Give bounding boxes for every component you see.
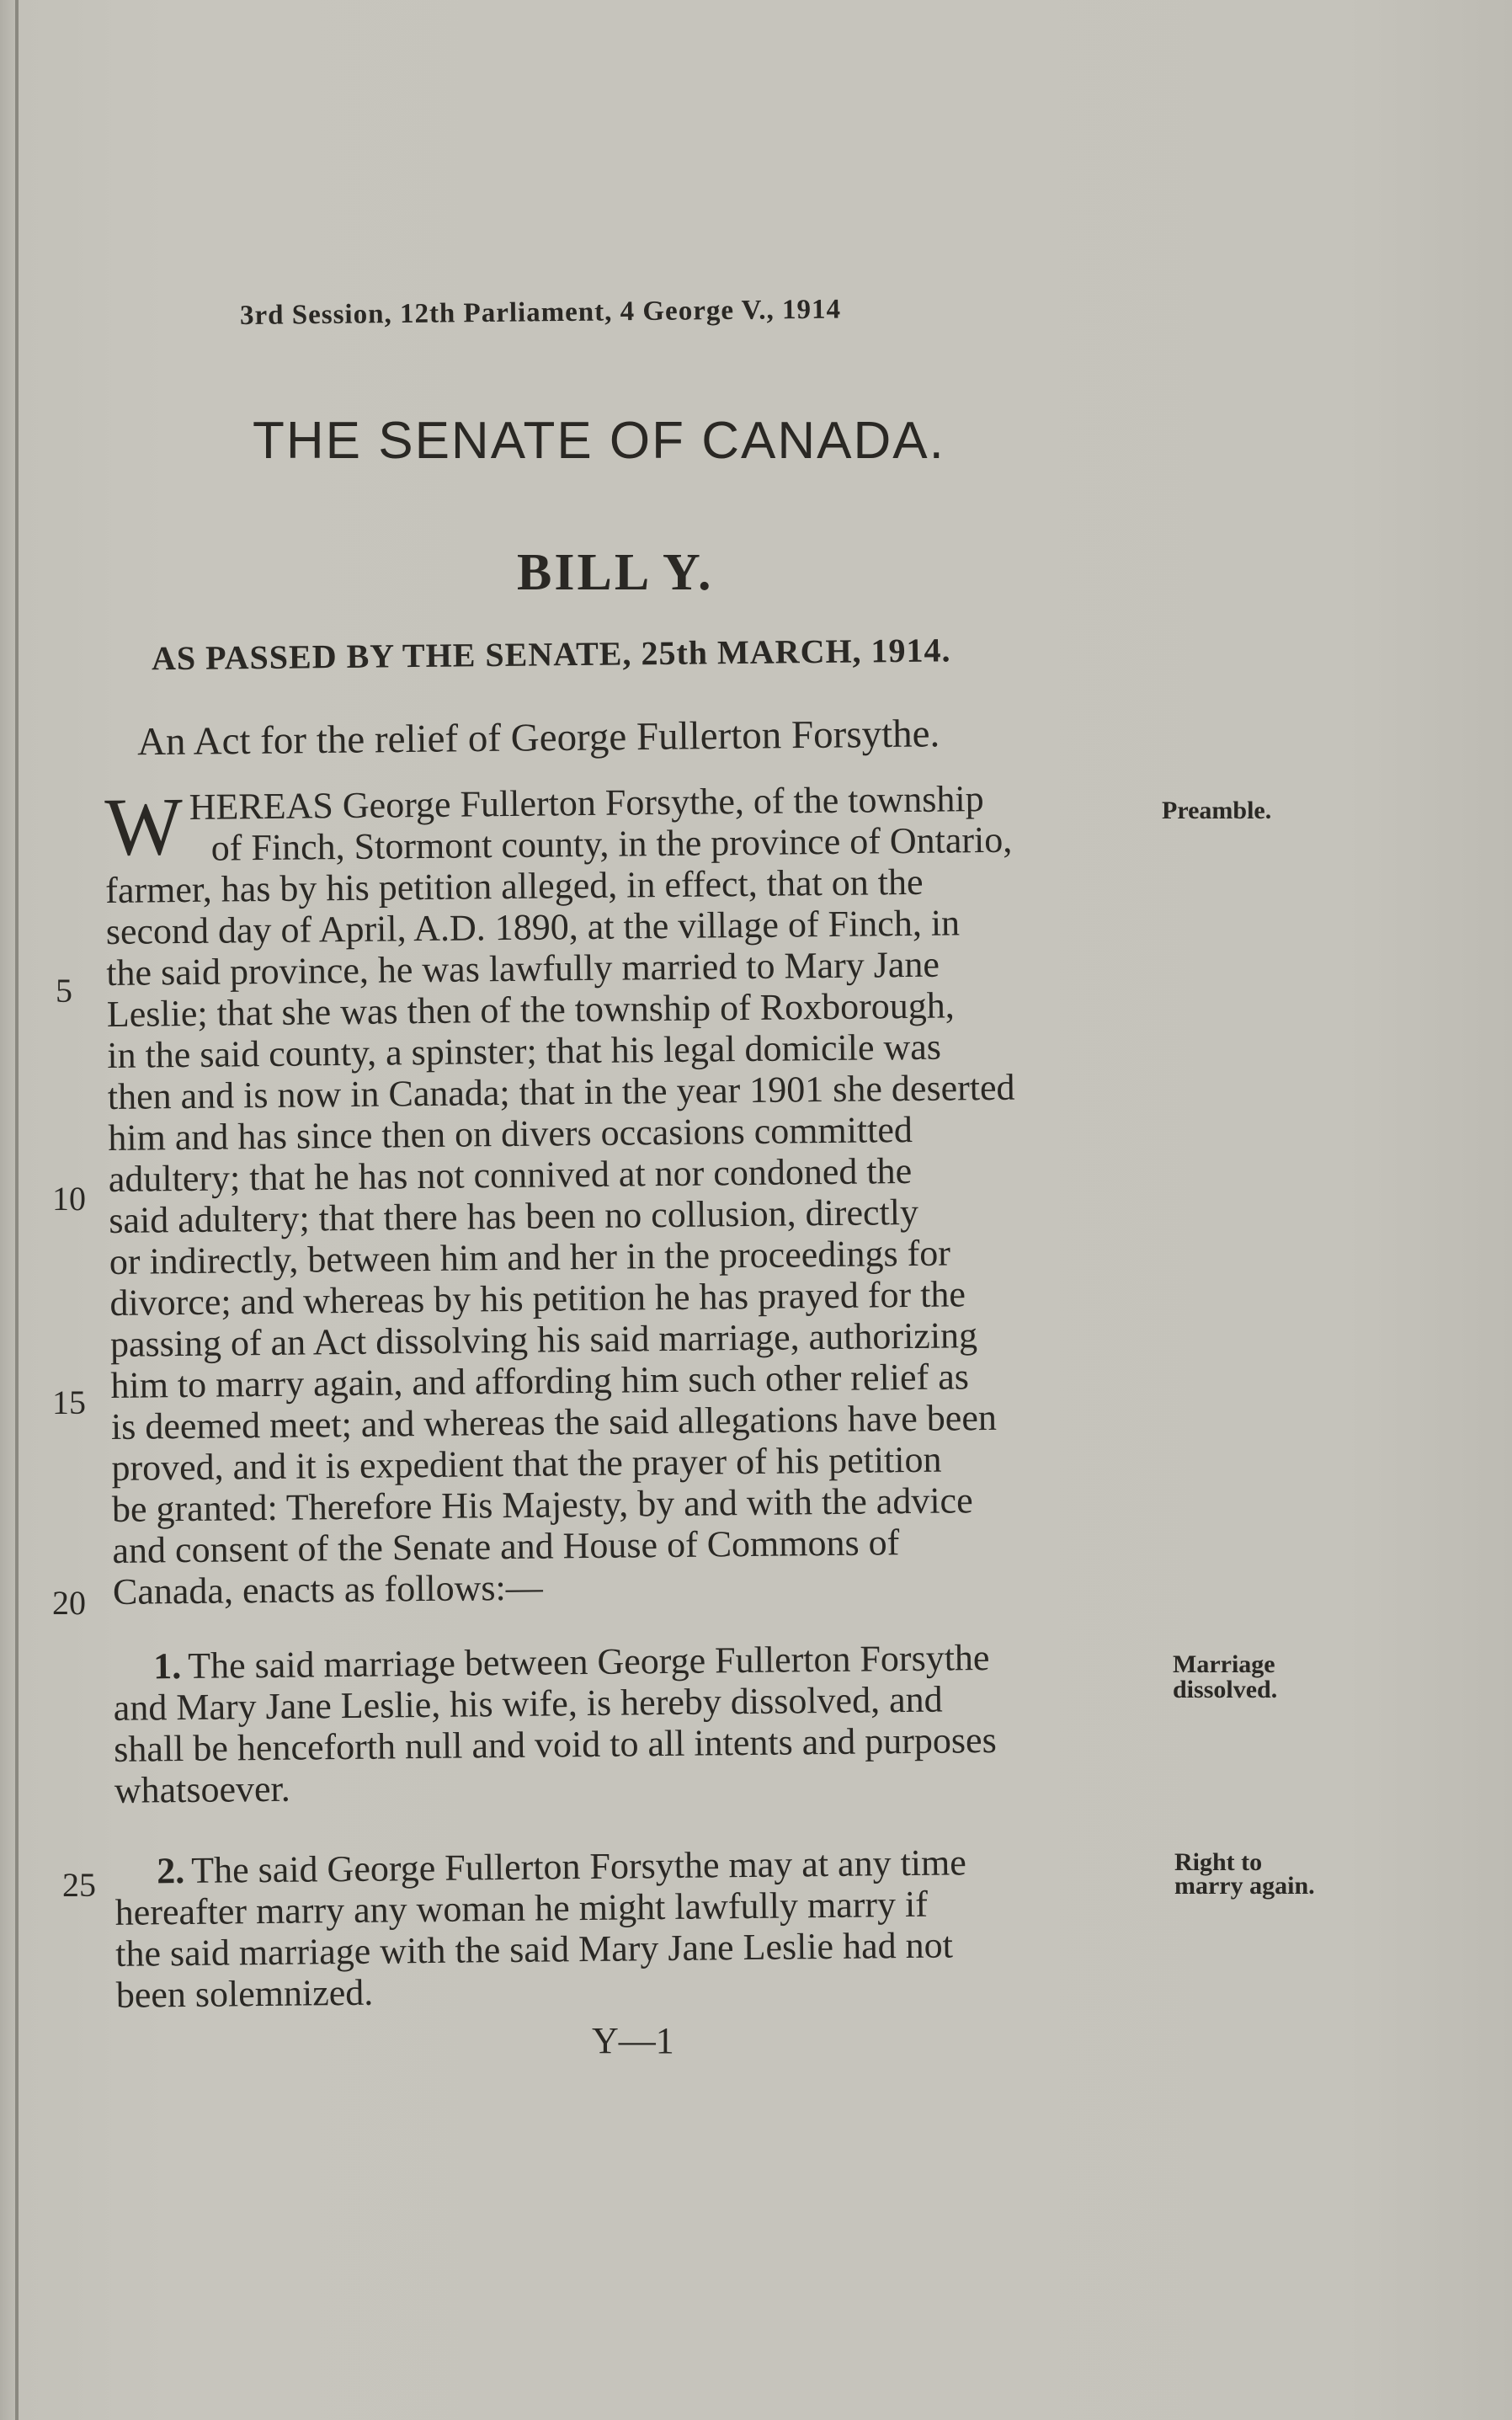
preamble-line: the said province, he was lawfully married to Mary Jane	[106, 943, 940, 994]
senate-title: THE SENATE OF CANADA.	[253, 412, 945, 470]
clause-2-line: been solemnized.	[115, 1971, 374, 2016]
preamble-line: is deemed meet; and whereas the said allegations have been	[110, 1396, 998, 1447]
act-title: An Act for the relief of George Fullerton Forsythe.	[136, 712, 940, 765]
preamble-line: in the said county, a spinster; that his legal domicile was	[107, 1026, 942, 1076]
preamble-line: adultery; that he has not connived at nor condoned the	[108, 1149, 913, 1200]
line-number: 25	[62, 1866, 96, 1904]
clause-2-text	[104, 1840, 1158, 2016]
preamble-line: divorce; and whereas by his petition he has prayed for the	[109, 1273, 966, 1324]
preamble-text	[104, 776, 1165, 1612]
clause-1-number: 1.	[152, 1645, 182, 1687]
clause-2-line: hereafter marry any woman he might lawfully marry if	[114, 1883, 929, 1933]
preamble-line: or indirectly, between him and her in the proceedings for	[109, 1232, 951, 1282]
clause-1-line: The said marriage between George Fullerton Forsythe	[187, 1636, 990, 1687]
margin-note-marry-again: marry again.	[1174, 1872, 1315, 1900]
preamble-line: HEREAS George Fullerton Forsythe, of the township	[189, 778, 984, 828]
margin-note-right-to: Right to	[1174, 1848, 1263, 1876]
margin-note-dissolved: dissolved.	[1173, 1676, 1278, 1703]
margin-note-marriage: Marriage	[1173, 1650, 1275, 1678]
page-binding-edge	[15, 0, 19, 2420]
clause-2-line: the said marriage with the said Mary Jane Leslie had not	[115, 1924, 954, 1975]
dropcap: W	[104, 781, 184, 873]
preamble-line: of Finch, Stormont county, in the province of Ontario,	[210, 818, 1013, 869]
preamble-line: and consent of the Senate and House of Commons of	[112, 1522, 900, 1571]
session-line: 3rd Session, 12th Parliament, 4 George V., 1914	[239, 294, 842, 332]
bill-title: BILL Y.	[517, 544, 714, 601]
margin-note-preamble: Preamble.	[1162, 797, 1272, 824]
preamble-line: passing of an Act dissolving his said marriage, authorizing	[109, 1314, 978, 1365]
passed-line: AS PASSED BY THE SENATE, 25th MARCH, 1914.	[151, 631, 951, 678]
preamble-line: him and has since then on divers occasions committed	[108, 1108, 913, 1159]
clause-1-line: and Mary Jane Leslie, his wife, is hereby dissolved, and	[113, 1678, 943, 1729]
line-number: 15	[52, 1383, 86, 1421]
clause-1-line: shall be henceforth null and void to all intents and purposes	[114, 1719, 997, 1770]
preamble-line: said adultery; that there has been no collusion, directly	[109, 1191, 919, 1241]
preamble-line: second day of April, A.D. 1890, at the village of Finch, in	[105, 902, 961, 952]
preamble-line: farmer, has by his petition alleged, in effect, that on the	[105, 861, 924, 911]
preamble-line: be granted: Therefore His Majesty, by and with the advice	[111, 1479, 973, 1530]
clause-2-line: The said George Fullerton Forsythe may at any time	[190, 1842, 967, 1891]
preamble-line: him to marry again, and affording him such other relief as	[110, 1356, 970, 1406]
line-number: 10	[52, 1180, 86, 1218]
preamble-line: proved, and it is expedient that the prayer of his petition	[111, 1438, 942, 1489]
clause-1-line: whatsoever.	[114, 1767, 290, 1811]
line-number: 20	[52, 1584, 86, 1622]
clause-1-text	[104, 1635, 1158, 1811]
line-number: 5	[56, 972, 72, 1010]
clause-2-number: 2.	[156, 1850, 185, 1892]
preamble-line: then and is now in Canada; that in the year 1901 she deserted	[107, 1066, 1015, 1117]
preamble-line: Leslie; that she was then of the township of Roxborough,	[106, 984, 955, 1035]
preamble-line: Canada, enacts as follows:—	[112, 1566, 543, 1612]
page-id: Y—1	[592, 2020, 674, 2061]
